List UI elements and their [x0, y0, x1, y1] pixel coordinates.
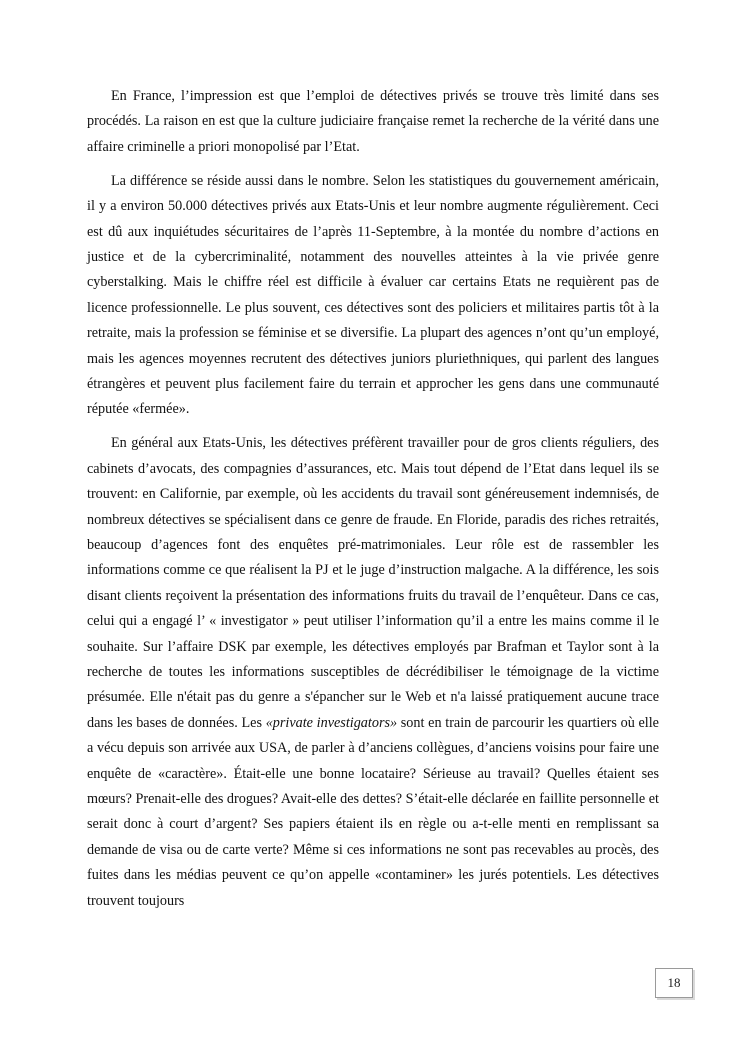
paragraph-3-text-a: En général aux Etats-Unis, les détectives préfèrent travailler pour de gros clients réguliers, des cabinets d’avocats, des compagnies d’assurances, etc. Mais tout dépend de l’Etat dans lequel ils se trouvent: en Californie, par exemple, où les accidents du travail sont généreusement indemnisés, de nombreux détectives se spécialisent dans ce genre de fraude. En Floride, paradis des riches retraités, beaucoup d’agences font des enquêtes pré-matrimoniales. Leur rôle est de rassembler les informations comme ce que réalisent la PJ et le juge d’instruction malgache. A la différence, les sois disant clients reçoivent la présentation des informations fruits du travail de l’enquêteur. Dans ce cas, celui qui a engagé l’ « investigator » peut utiliser l’information qu’il a entre les mains comme il le souhaite. Sur l’affaire DSK par exemple, les détectives employés par Brafman et Taylor sont à la recherche de toutes les informations susceptibles de décrédibiliser le témoignage de la victime présumée. Elle n'était pas du genre a s'épancher sur le Web et n'a laissé pratiquement aucune trace dans les bases de données. Les — [87, 435, 659, 731]
body-text — [87, 84, 659, 914]
paragraph-1 — [87, 84, 659, 160]
paragraph-3 — [87, 431, 659, 914]
paragraph-2-text: La différence se réside aussi dans le nombre. Selon les statistiques du gouvernement américain, il y a environ 50.000 détectives privés aux Etats-Unis et leur nombre augmente régulièrement. Ceci est dû aux inquiétudes sécuritaires de l’après 11-Septembre, à la montée du nombre d’actions en justice et de la cybercriminalité, notamment des nouvelles atteintes à la vie privée genre cyberstalking. Mais le chiffre réel est difficile à évaluer car certains Etats ne requièrent pas de licence professionnelle. Le plus souvent, ces détectives sont des policiers et militaires partis tôt à la retraite, mais la profession se féminise et se diversifie. La plupart des agences n’ont qu’un employé, mais les agences moyennes recrutent des détectives juniors pluriethniques, qui parlent des langues étrangères et peuvent plus facilement faire du terrain et approcher les gens dans une communauté réputée «fermée». — [87, 172, 659, 418]
paragraph-1-text: En France, l’impression est que l’emploi de détectives privés se trouve très limité dans ses procédés. La raison en est que la culture judiciaire française remet la recherche de la vérité dans une affaire criminelle a priori monopolisé par l’Etat. — [87, 88, 659, 155]
page-number: 18 — [655, 968, 693, 998]
paragraph-3-text-b: sont en train de parcourir les quartiers où elle a vécu depuis son arrivée aux USA, de parler à d’anciens collègues, d’anciens voisins pour faire une enquête de «caractère». Était-elle une bonne locataire? Sérieuse au travail? Quelles étaient ses mœurs? Prenait-elle des drogues? Avait-elle des dettes? S’était-elle déclarée en faillite personnelle et serait donc à court d’argent? Ses papiers étaient ils en règle ou a-t-elle menti en remplissant sa demande de visa ou de carte verte? Même si ces informations ne sont pas recevables au procès, des fuites dans les médias peuvent ce qu’on appelle «contaminer» les jurés potentiels. Les détectives trouvent toujours — [87, 714, 659, 909]
paragraph-2 — [87, 169, 659, 423]
paragraph-3-italic-term: «private investigators» — [265, 714, 398, 731]
